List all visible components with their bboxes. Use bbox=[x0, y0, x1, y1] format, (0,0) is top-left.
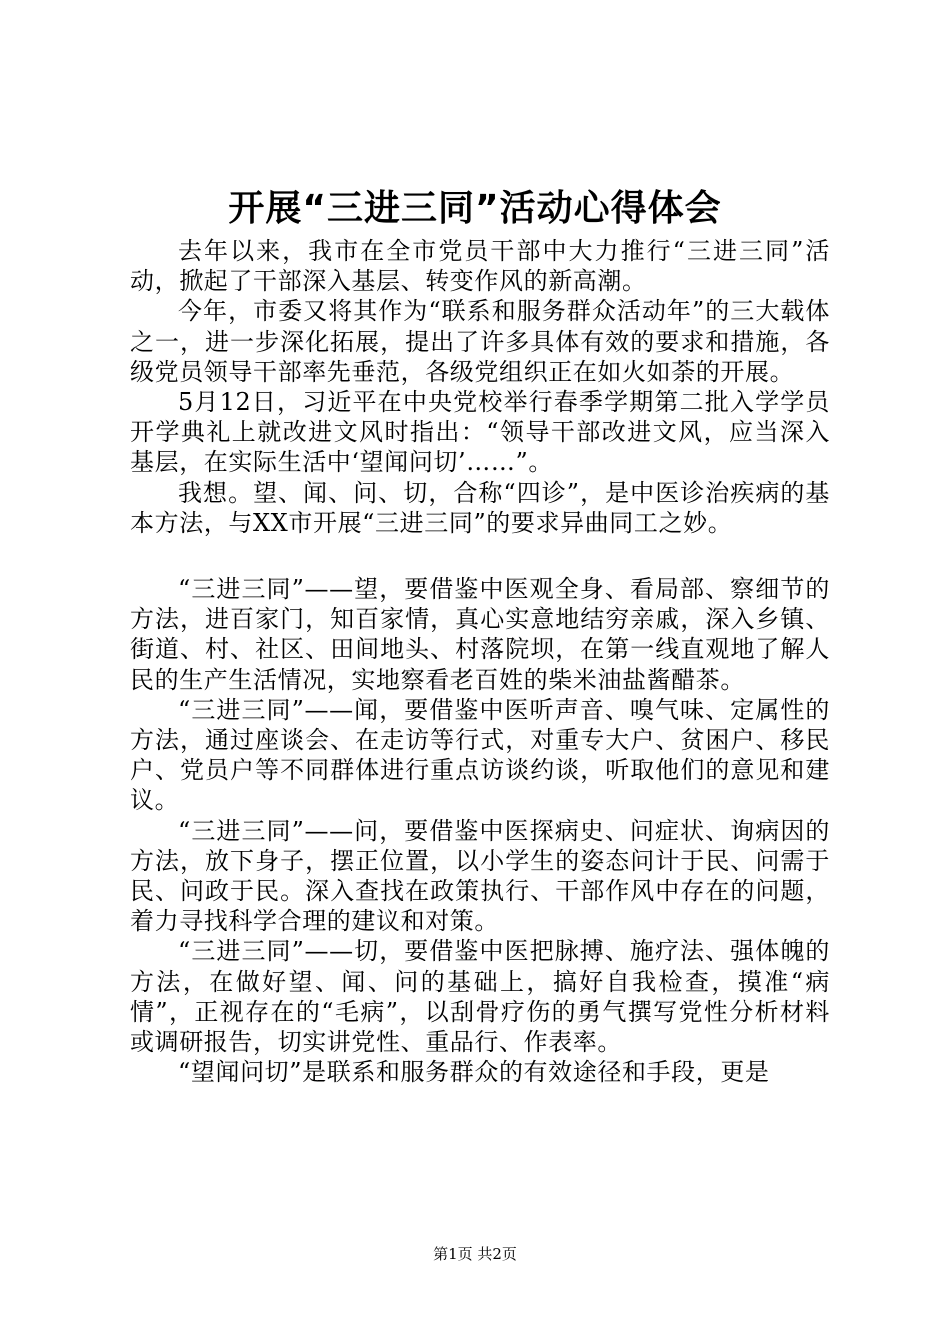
page-number-footer: 第1页 共2页 bbox=[433, 1245, 517, 1263]
paragraph-4: 我想。望、闻、问、切，合称“四诊”，是中医诊治疾病的基本方法，与XX市开展“三进三同”的要求异曲同工之妙。 bbox=[130, 478, 830, 537]
paragraph-5: “三进三同”——望，要借鉴中医观全身、看局部、察细节的方法，进百家门，知百家情，真心实意地结穷亲戚，深入乡镇、街道、村、社区、田间地头、村落院坝，在第一线直观地了解人民的生产生活情况，实地察看老百姓的柴米油盐酱醋茶。 bbox=[130, 575, 830, 694]
paragraph-1: 去年以来，我市在全市党员干部中大力推行“三进三同”活动，掀起了干部深入基层、转变作风的新高潮。 bbox=[130, 237, 830, 296]
paragraph-7: “三进三同”——问，要借鉴中医探病史、问症状、询病因的方法，放下身子，摆正位置，以小学生的姿态问计于民、问需于民、问政于民。深入查找在政策执行、干部作风中存在的问题，着力寻找科学合理的建议和对策。 bbox=[130, 816, 830, 936]
paragraph-9: “望闻问切”是联系和服务群众的有效途径和手段，更是 bbox=[178, 1058, 770, 1087]
paragraph-8: “三进三同”——切，要借鉴中医把脉搏、施疗法、强体魄的方法，在做好望、闻、问的基础上，搞好自我检查，摸准“病情”，正视存在的“毛病”，以刮骨疗伤的勇气撰写党性分析材料或调研报告，切实讲党性、重品行、作表率。 bbox=[130, 937, 830, 1057]
paragraph-2: 今年，市委又将其作为“联系和服务群众活动年”的三大载体之一，进一步深化拓展，提出了许多具体有效的要求和措施，各级党员领导干部率先垂范，各级党组织正在如火如荼的开展。 bbox=[130, 297, 830, 386]
paragraph-3: 5月12日，习近平在中央党校举行春季学期第二批入学学员开学典礼上就改进文风时指出：“领导干部改进文风，应当深入基层，在实际生活中‘望闻问切’……”。 bbox=[130, 388, 830, 477]
document-title: 开展“三进三同”活动心得体会 bbox=[228, 188, 722, 229]
paragraph-6: “三进三同”——闻，要借鉴中医听声音、嗅气味、定属性的方法，通过座谈会、在走访等行式，对重专大户、贫困户、移民户、党员户等不同群体进行重点访谈约谈，听取他们的意见和建议。 bbox=[130, 695, 830, 815]
document-body bbox=[130, 236, 830, 1087]
